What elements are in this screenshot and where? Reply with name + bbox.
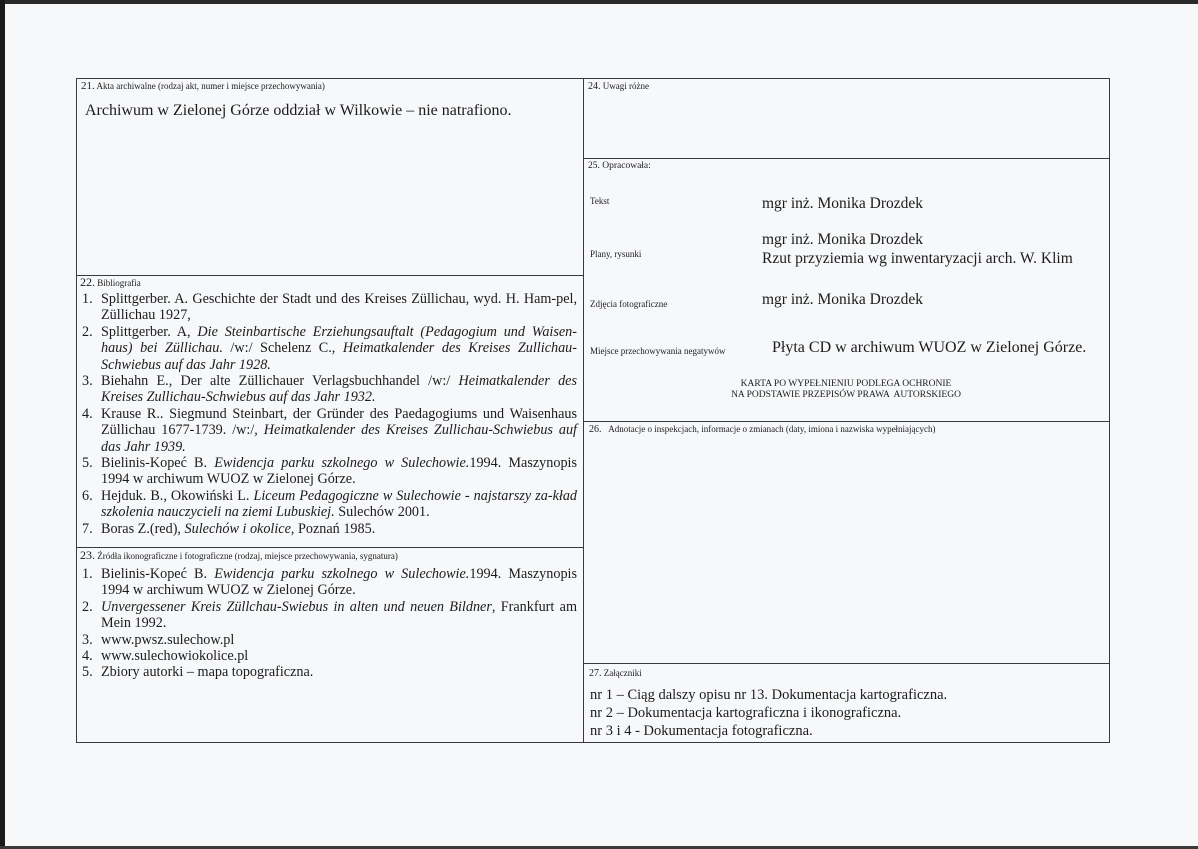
reference-text: www.sulechowiokolice.pl bbox=[101, 648, 249, 665]
italic-title-text: Ewidencja parku szkolnego w Sulechowie. bbox=[214, 566, 470, 582]
section-27-label: Załączniki bbox=[603, 668, 642, 678]
list-item bbox=[76, 599, 577, 632]
reference-text: Zbiory autorki – mapa topograficzna. bbox=[101, 664, 314, 681]
list-item bbox=[76, 664, 577, 680]
section-24-header bbox=[588, 81, 649, 92]
italic-title-text: Ewidencja parku szkolnego w Sulechowie. bbox=[214, 455, 470, 472]
prepared-plans-label: Plany, rysunki bbox=[590, 249, 642, 259]
list-item-number: 6. bbox=[82, 487, 93, 504]
attachment-item-2: nr 2 – Dokumentacja kartograficzna i ikonograficzna. bbox=[590, 705, 902, 721]
list-item bbox=[76, 406, 577, 455]
reference-text: Biehahn E., Der alte Züllichauer Verlagsbuchhandel /w:/ bbox=[101, 373, 459, 390]
prepared-plans-value-1: mgr inż. Monika Drozdek bbox=[762, 231, 923, 248]
list-item-number: 5. bbox=[82, 455, 93, 472]
reference-text: Sulechów 2001. bbox=[334, 504, 430, 521]
section-22-label: Bibliografia bbox=[97, 278, 141, 288]
section-23-label: Źródła ikonograficzne i fotograficzne (rodzaj, miejsce przechowywania, sygnatura) bbox=[97, 551, 398, 561]
section-24-number: 24. bbox=[588, 81, 601, 92]
list-item-number: 1. bbox=[82, 291, 93, 307]
italic-title-text: Heimatkalender des Kreises Zullichau-Schwiebus auf das Jahr 1928. bbox=[101, 340, 577, 373]
list-item-number: 3. bbox=[82, 373, 93, 390]
attachment-item-1: nr 1 – Ciąg dalszy opisu nr 13. Dokumentacja kartograficzna. bbox=[590, 687, 948, 703]
list-item bbox=[76, 648, 577, 664]
column-divider bbox=[583, 78, 584, 743]
reference-text: Bielinis-Kopeć B. bbox=[101, 455, 215, 472]
list-item-number: 4. bbox=[82, 648, 93, 665]
section-26-label: Adnotacje o inspekcjach, informacje o zmianach (daty, imiona i nazwiska wypełniających) bbox=[608, 424, 936, 434]
prepared-plans-value-2: Rzut przyziemia wg inwentaryzacji arch. W. Klim bbox=[762, 250, 1073, 267]
list-item bbox=[76, 373, 577, 406]
prepared-photos-label: Zdjęcia fotograficzne bbox=[590, 299, 668, 309]
negatives-storage-label: Miejsce przechowywania negatywów bbox=[590, 346, 726, 356]
prepared-text-label: Tekst bbox=[590, 196, 610, 206]
section-21-content: Archiwum w Zielonej Górze oddział w Wilkowie – nie natrafiono. bbox=[85, 102, 512, 119]
italic-title-text: Heimatkalender des Kreises Zullichau-Schwiebus auf das Jahr 1939. bbox=[101, 422, 577, 455]
list-item-number: 2. bbox=[82, 598, 93, 615]
italic-title-text: Liceum Pedagogiczne w Sulechowie - najstarszy za-kład szkolenia nauczycieli na ziemi Lubuskiej. bbox=[101, 487, 578, 521]
list-item bbox=[76, 566, 577, 599]
reference-text: 1994. Maszynopis 1994 w archiwum WUOZ w Zielonej Górze. bbox=[101, 455, 577, 488]
section-21-header bbox=[81, 81, 325, 92]
negatives-storage-value: Płyta CD w archiwum WUOZ w Zielonej Górze. bbox=[772, 339, 1087, 356]
reference-text: 1994. Maszynopis 1994 w archiwum WUOZ w Zielonej Górze. bbox=[101, 566, 577, 599]
reference-text: , Frankfurt am Mein 1992. bbox=[101, 598, 577, 632]
list-item bbox=[76, 291, 577, 324]
reference-text: Splittgerber. A. Geschichte der Stadt und des Kreises Züllichau, wyd. H. Ham-pel, Züllichau 1927, bbox=[101, 291, 577, 324]
list-item bbox=[76, 455, 577, 488]
section-22-number: 22. bbox=[80, 275, 95, 289]
italic-title-text: Unvergessener Kreis Züllchau-Swiebus in alten und neuen Bildner bbox=[101, 598, 492, 615]
prepared-photos-value: mgr inż. Monika Drozdek bbox=[762, 291, 923, 308]
section-22-header bbox=[80, 277, 141, 289]
italic-title-text: Die Steinbartische Erziehungsauftalt (Pedagogium und Waisen-haus) bei Züllichau. bbox=[101, 323, 577, 357]
reference-text: , Poznań 1985. bbox=[290, 520, 376, 537]
copyright-notice-line-2: NA PODSTAWIE PRZEPISÓW PRAWA AUTORSKIEGO bbox=[731, 390, 961, 400]
section-21-label: Akta archiwalne (rodzaj akt, numer i miejsce przechowywania) bbox=[96, 81, 325, 91]
divider-21-22 bbox=[76, 275, 583, 276]
list-item-number: 2. bbox=[82, 323, 93, 340]
list-item-number: 1. bbox=[82, 566, 93, 582]
list-item-number: 7. bbox=[82, 520, 93, 537]
reference-text: Boras Z.(red), bbox=[101, 520, 185, 537]
section-26-header bbox=[589, 424, 936, 435]
section-27-number: 27. bbox=[589, 668, 602, 679]
attachment-item-3: nr 3 i 4 - Dokumentacja fotograficzna. bbox=[590, 723, 813, 739]
divider-26-27 bbox=[583, 663, 1110, 664]
section-21-number: 21. bbox=[81, 80, 95, 92]
copyright-notice-line-1: KARTA PO WYPEŁNIENIU PODLEGA OCHRONIE bbox=[740, 379, 952, 389]
list-item bbox=[76, 521, 577, 537]
reference-text: Bielinis-Kopeć B. bbox=[101, 566, 215, 582]
list-item-number: 5. bbox=[82, 664, 93, 681]
reference-text: Splittgerber. A, bbox=[101, 323, 198, 340]
reference-text: Krause R.. Siegmund Steinbart, der Gründer des Paedagogiums und Waisenhaus Züllichau 1677-1739. /w:/, bbox=[101, 405, 577, 439]
list-item-number: 3. bbox=[82, 631, 93, 648]
divider-22-23 bbox=[76, 547, 583, 548]
list-item bbox=[76, 488, 577, 521]
bibliography-list bbox=[76, 291, 577, 537]
iconographic-sources-list bbox=[76, 566, 577, 681]
list-item bbox=[76, 632, 577, 648]
list-item bbox=[76, 324, 577, 373]
section-25-header: 25. Opracowała: bbox=[588, 161, 651, 171]
list-item-number: 4. bbox=[82, 405, 93, 422]
italic-title-text: Heimatkalender des Kreises Zullichau-Schwiebus auf das Jahr 1932. bbox=[101, 373, 577, 406]
prepared-text-value: mgr inż. Monika Drozdek bbox=[762, 195, 923, 212]
section-24-label: Uwagi różne bbox=[602, 81, 649, 91]
reference-text: /w:/ Schelenz C., bbox=[222, 340, 343, 357]
section-27-header bbox=[589, 668, 642, 679]
italic-title-text: Sulechów i okolice bbox=[184, 520, 291, 537]
divider-24-25 bbox=[583, 158, 1110, 159]
section-26-number: 26. bbox=[589, 424, 602, 435]
reference-text: www.pwsz.sulechow.pl bbox=[101, 631, 235, 648]
section-23-header bbox=[80, 550, 398, 562]
section-23-number: 23. bbox=[80, 548, 95, 562]
divider-25-26 bbox=[583, 421, 1110, 422]
reference-text: Hejduk. B., Okowiński L. bbox=[101, 487, 254, 504]
